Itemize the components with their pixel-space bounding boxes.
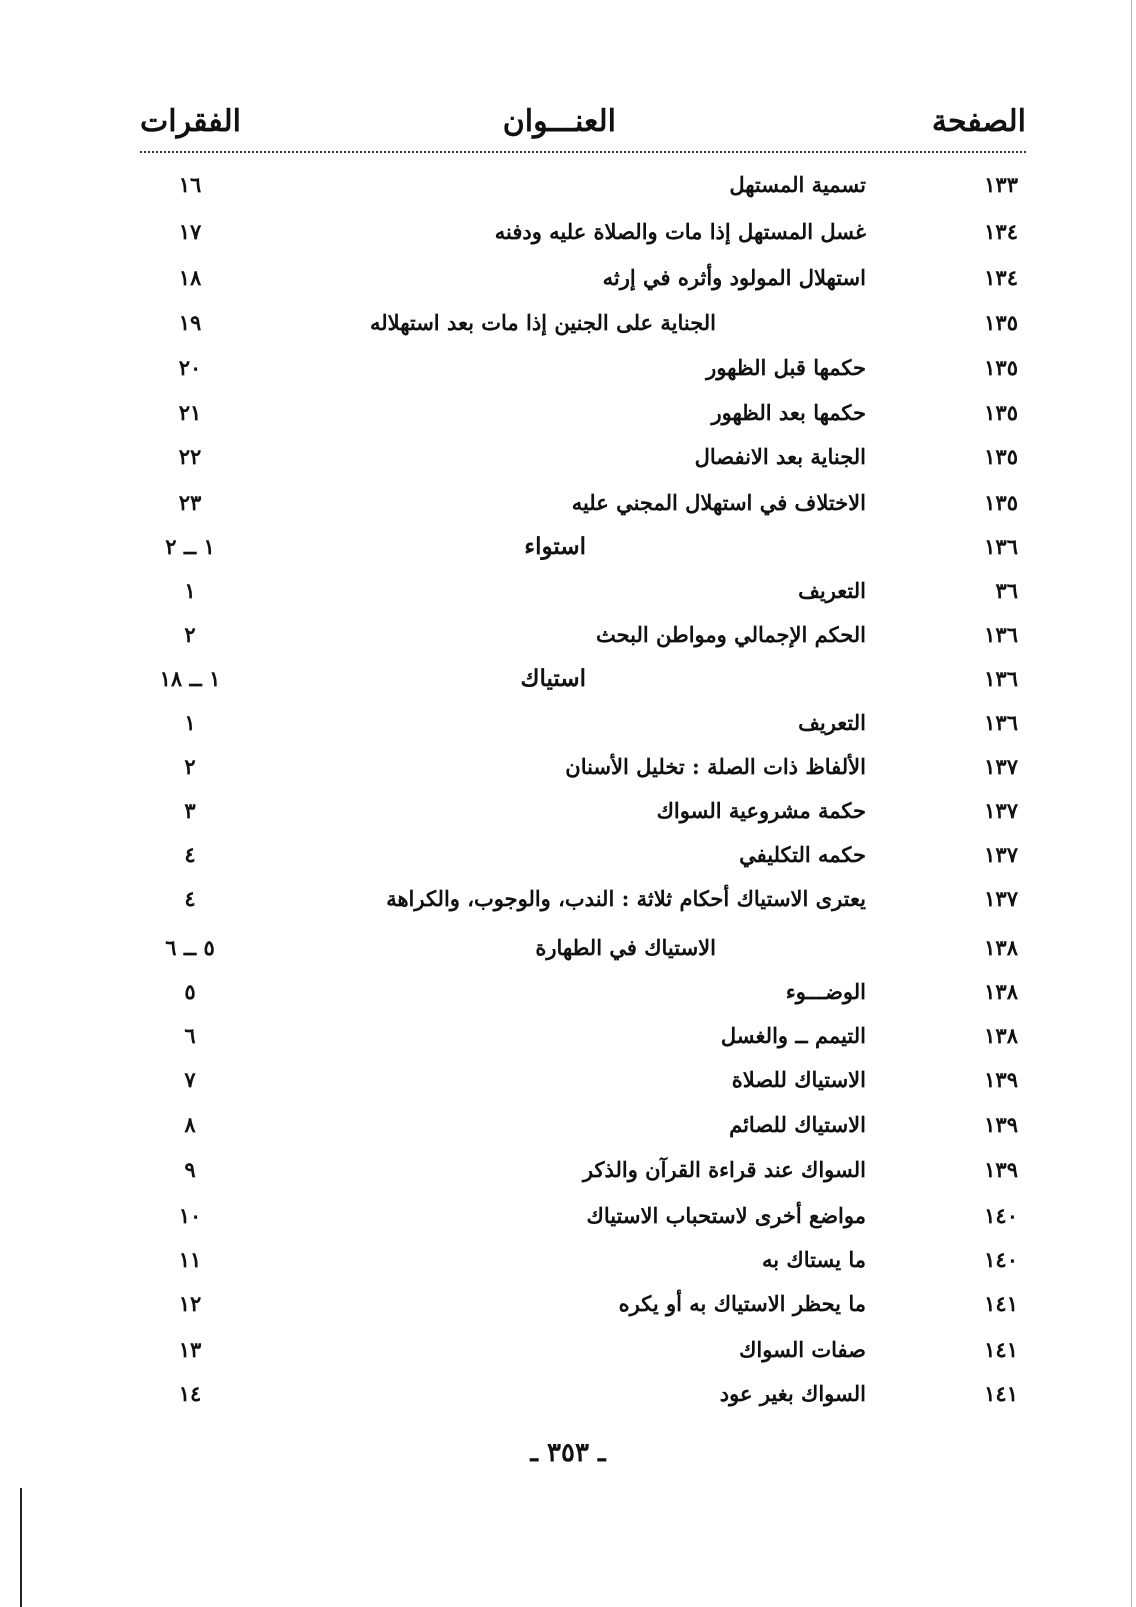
row-page-number: ١٤١ xyxy=(984,1291,1018,1316)
row-paragraphs: ٨ xyxy=(184,1112,196,1137)
row-title: التيمم ــ والغسل xyxy=(720,1023,866,1048)
row-title: ما يحظر الاستياك به أو يكره xyxy=(618,1291,866,1316)
page-number: ـ ٣٥٣ ـ xyxy=(530,1438,606,1468)
index-row xyxy=(140,527,1026,567)
index-row xyxy=(140,1374,1026,1414)
index-row xyxy=(140,348,1026,388)
margin-line xyxy=(20,1488,22,1607)
row-page-number: ١٣٥ xyxy=(984,310,1018,335)
row-title: استهلال المولود وأثره في إرثه xyxy=(602,265,866,290)
row-title: الجناية على الجنين إذا مات بعد استهلاله xyxy=(370,310,716,335)
index-row xyxy=(140,1330,1026,1370)
row-paragraphs: ١ ــ ٢ xyxy=(165,534,215,559)
row-paragraphs: ٢٢ xyxy=(178,444,202,469)
row-paragraphs: ١٩ xyxy=(178,310,202,335)
index-row xyxy=(140,928,1026,968)
index-row xyxy=(140,747,1026,787)
row-paragraphs: ٩ xyxy=(184,1157,196,1182)
row-paragraphs: ٥ ــ ٦ xyxy=(165,935,215,960)
row-title: صفات السواك xyxy=(739,1337,866,1362)
row-title: حكمة مشروعية السواك xyxy=(656,798,866,823)
row-page-number: ١٣٦ xyxy=(984,622,1018,647)
index-row xyxy=(140,165,1026,205)
row-page-number: ١٣٧ xyxy=(984,842,1018,867)
row-paragraphs: ١٧ xyxy=(178,219,202,244)
index-row xyxy=(140,1105,1026,1145)
row-paragraphs: ٥ xyxy=(184,979,196,1004)
index-row xyxy=(140,1150,1026,1190)
index-row xyxy=(140,303,1026,343)
row-page-number: ١٣٥ xyxy=(984,490,1018,515)
section-heading: استياك xyxy=(520,665,586,692)
row-title: ما يستاك به xyxy=(762,1247,866,1272)
index-row xyxy=(140,1016,1026,1056)
row-paragraphs: ٧ xyxy=(184,1067,196,1092)
row-title: الألفاظ ذات الصلة : تخليل الأسنان xyxy=(565,754,866,779)
page-column-header: الصفحة xyxy=(931,104,1026,139)
row-paragraphs: ١ xyxy=(184,710,196,735)
row-title: الجناية بعد الانفصال xyxy=(694,444,866,469)
row-paragraphs: ٢٣ xyxy=(178,490,202,515)
row-title: التعريف xyxy=(798,710,866,735)
row-page-number: ١٣٩ xyxy=(984,1067,1018,1092)
row-paragraphs: ١ ــ ١٨ xyxy=(159,666,221,691)
row-title: الاستياك للصائم xyxy=(729,1112,866,1137)
row-page-number: ١٣٤ xyxy=(984,219,1018,244)
row-title: يعترى الاستياك أحكام ثلاثة : الندب، والوجوب، والكراهة xyxy=(386,886,866,911)
row-paragraphs: ٢١ xyxy=(178,400,202,425)
row-title: الاستياك في الطهارة xyxy=(535,935,716,960)
row-paragraphs: ٢ xyxy=(184,754,196,779)
row-title: السواك بغير عود xyxy=(719,1381,866,1406)
index-row xyxy=(140,437,1026,477)
row-title: الوضـــوء xyxy=(785,979,866,1004)
row-page-number: ١٣٨ xyxy=(984,1023,1018,1048)
row-title: السواك عند قراءة القرآن والذكر xyxy=(582,1157,866,1182)
row-page-number: ١٤٠ xyxy=(984,1247,1018,1272)
row-page-number: ١٣٥ xyxy=(984,444,1018,469)
row-page-number: ٣٦ xyxy=(995,578,1018,603)
index-row xyxy=(140,879,1026,919)
row-page-number: ١٣٨ xyxy=(984,935,1018,960)
row-page-number: ١٣٧ xyxy=(984,754,1018,779)
row-title: حكمها قبل الظهور xyxy=(706,355,866,380)
row-paragraphs: ١٦ xyxy=(178,172,202,197)
index-row xyxy=(140,483,1026,523)
row-page-number: ١٣٧ xyxy=(984,886,1018,911)
row-page-number: ١٣٥ xyxy=(984,400,1018,425)
row-page-number: ١٣٦ xyxy=(984,534,1018,559)
index-row xyxy=(140,258,1026,298)
index-row xyxy=(140,835,1026,875)
row-page-number: ١٤٠ xyxy=(984,1203,1018,1228)
row-title: مواضع أخرى لاستحباب الاستياك xyxy=(586,1203,866,1228)
row-page-number: ١٣٩ xyxy=(984,1112,1018,1137)
index-row xyxy=(140,1060,1026,1100)
row-paragraphs: ٢٠ xyxy=(178,355,202,380)
row-page-number: ١٣٣ xyxy=(984,172,1018,197)
row-page-number: ١٣٨ xyxy=(984,979,1018,1004)
index-row xyxy=(140,791,1026,831)
row-paragraphs: ١٣ xyxy=(178,1337,202,1362)
page-edge xyxy=(1131,0,1132,1607)
row-paragraphs: ١ xyxy=(184,578,196,603)
row-page-number: ١٣٥ xyxy=(984,355,1018,380)
row-title: الحكم الإجمالي ومواطن البحث xyxy=(595,622,866,647)
index-row xyxy=(140,212,1026,252)
row-title: حكمه التكليفي xyxy=(739,842,866,867)
row-page-number: ١٣٦ xyxy=(984,666,1018,691)
row-page-number: ١٣٩ xyxy=(984,1157,1018,1182)
row-paragraphs: ١٤ xyxy=(178,1381,202,1406)
index-row xyxy=(140,1240,1026,1280)
table-header xyxy=(140,100,1026,150)
title-column-header: العنـــوان xyxy=(502,104,616,139)
row-paragraphs: ١٠ xyxy=(178,1203,202,1228)
index-row xyxy=(140,972,1026,1012)
row-title: حكمها بعد الظهور xyxy=(711,400,866,425)
row-title: الاستياك للصلاة xyxy=(731,1067,866,1092)
index-row xyxy=(140,393,1026,433)
row-paragraphs: ١١ xyxy=(178,1247,202,1272)
row-paragraphs: ٣ xyxy=(184,798,196,823)
header-divider xyxy=(140,151,1026,153)
row-page-number: ١٤١ xyxy=(984,1337,1018,1362)
row-paragraphs: ١٢ xyxy=(178,1291,202,1316)
index-row xyxy=(140,615,1026,655)
index-row xyxy=(140,1284,1026,1324)
paragraphs-column-header: الفقرات xyxy=(140,104,241,139)
row-page-number: ١٣٧ xyxy=(984,798,1018,823)
row-title: تسمية المستهل xyxy=(729,172,866,197)
index-row xyxy=(140,571,1026,611)
row-paragraphs: ٤ xyxy=(184,842,196,867)
index-row xyxy=(140,703,1026,743)
section-heading: استواء xyxy=(524,533,586,560)
row-title: الاختلاف في استهلال المجني عليه xyxy=(571,490,866,515)
index-row xyxy=(140,659,1026,699)
row-paragraphs: ١٨ xyxy=(178,265,202,290)
row-paragraphs: ٦ xyxy=(184,1023,196,1048)
row-page-number: ١٣٤ xyxy=(984,265,1018,290)
row-title: غسل المستهل إذا مات والصلاة عليه ودفنه xyxy=(494,219,866,244)
row-page-number: ١٣٦ xyxy=(984,710,1018,735)
index-row xyxy=(140,1196,1026,1236)
row-page-number: ١٤١ xyxy=(984,1381,1018,1406)
row-title: التعريف xyxy=(798,578,866,603)
row-paragraphs: ٢ xyxy=(184,622,196,647)
row-paragraphs: ٤ xyxy=(184,886,196,911)
